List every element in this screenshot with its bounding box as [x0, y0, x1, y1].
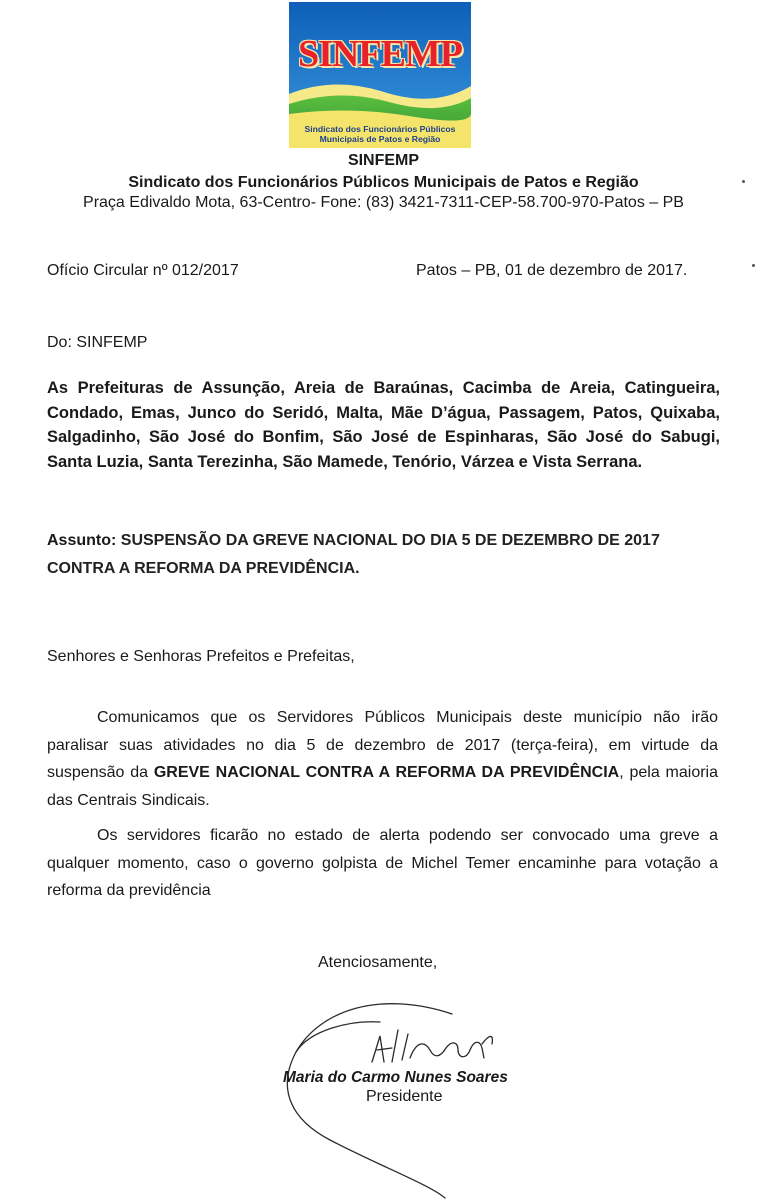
letter-from: Do: SINFEMP	[47, 334, 148, 351]
subject-text: SUSPENSÃO DA GREVE NACIONAL DO DIA 5 DE DEZEMBRO DE 2017 CONTRA A REFORMA DA PREVIDÊNCIA.	[47, 532, 660, 577]
org-name: SINFEMP	[347, 152, 420, 169]
org-full-name: Sindicato dos Funcionários Públicos Municipais de Patos e Região	[128, 174, 639, 191]
letter-place-date: Patos – PB, 01 de dezembro de 2017.	[416, 262, 688, 279]
org-address: Praça Edivaldo Mota, 63-Centro- Fone: (83) 3421-7311-CEP-58.700-970-Patos – PB	[83, 194, 684, 211]
scan-speck	[742, 180, 745, 183]
paragraph1-after: , pela maioria das Centrais Sindicais.	[47, 764, 718, 809]
logo-title: SINFEMP	[298, 33, 462, 75]
paragraph1-bold: GREVE NACIONAL CONTRA A REFORMA DA PREVIDÊNCIA	[153, 764, 620, 781]
signer-role: Presidente	[366, 1088, 443, 1105]
sinfemp-logo	[289, 2, 471, 148]
paragraph1-before: Comunicamos que os Servidores Públicos Municipais deste município não irão paralisar suas atividades no dia 5 de dezembro de 2017 (terça-feira), em virtude da suspensão da	[47, 709, 718, 781]
letter-closing: Atenciosamente,	[318, 954, 438, 971]
letter-paragraph-2: Os servidores ficarão no estado de alerta podendo ser convocado uma greve a qualquer momento, caso o governo golpista de Michel Temer encaminhe para votação a reforma da previdência	[47, 827, 718, 899]
logo-subtitle-line2: Municipais de Patos e Região	[319, 134, 441, 144]
letter-paragraph-1	[47, 704, 718, 814]
letter-subject	[47, 527, 720, 583]
signer-name: Maria do Carmo Nunes Soares	[283, 1069, 508, 1086]
letter-greeting: Senhores e Senhoras Prefeitos e Prefeitas,	[47, 648, 355, 665]
logo-subtitle-line1: Sindicato dos Funcionários Públicos	[304, 124, 456, 134]
letter-recipients: As Prefeituras de Assunção, Areia de Baraúnas, Cacimba de Areia, Catingueira, Condado, Emas, Junco do Seridó, Malta, Mãe D’água, Passagem, Patos, Quixaba, Salgadinho, São José do Bonfim, São José de Espinharas, São José do Sabugi, Santa Luzia, Santa Terezinha, São Mamede, Tenório, Várzea e Vista Serrana.	[47, 379, 720, 471]
subject-label: Assunto:	[47, 532, 117, 549]
letter-reference: Ofício Circular nº 012/2017	[47, 262, 239, 279]
scan-speck	[752, 264, 755, 267]
